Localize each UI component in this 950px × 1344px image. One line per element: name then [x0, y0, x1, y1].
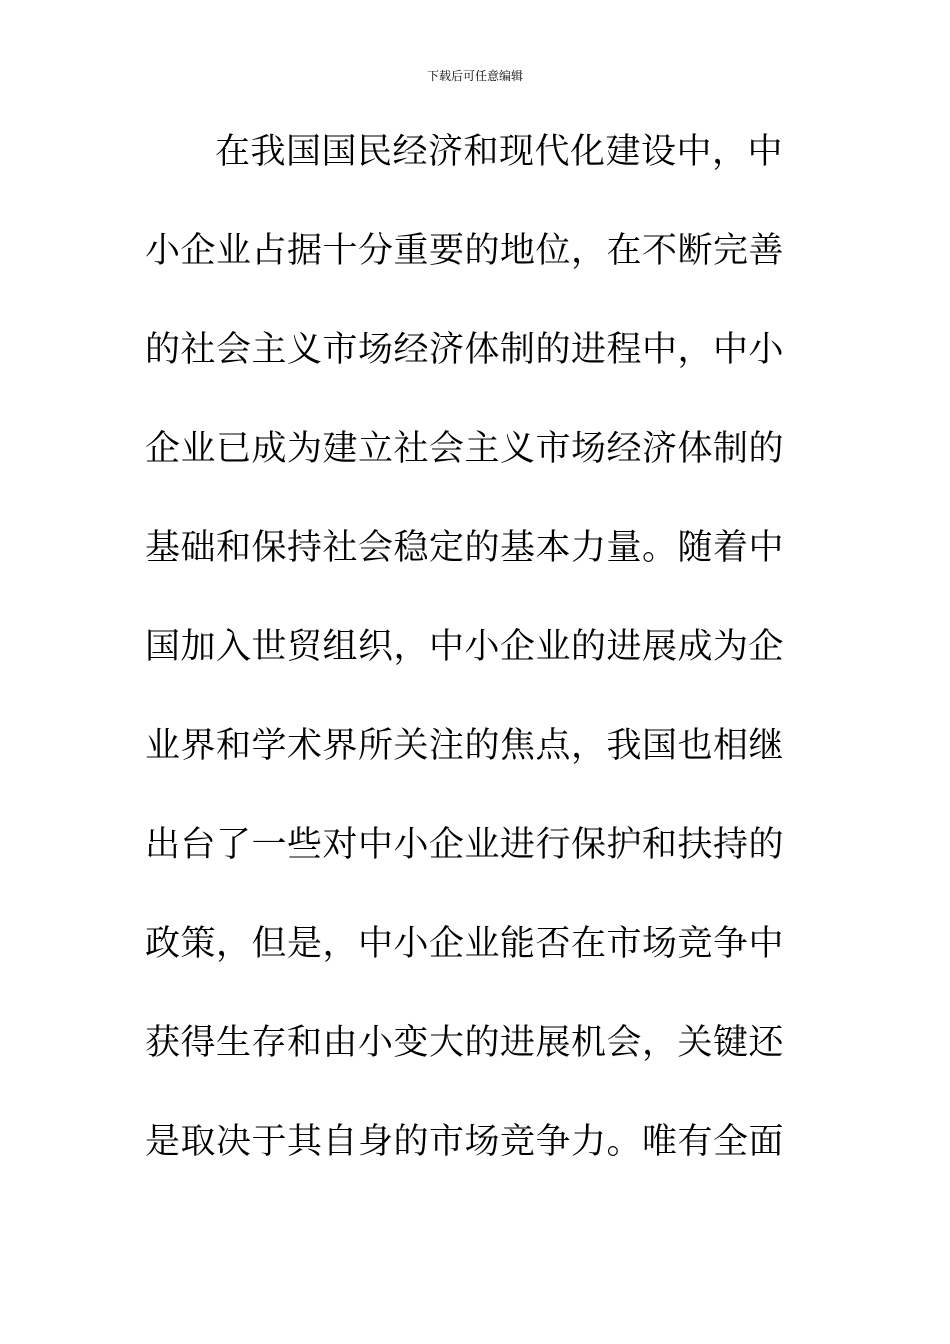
paragraph-line-9: 政策，但是，中小企业能否在市场竞争中	[145, 924, 785, 964]
paragraph-line-10: 获得生存和由小变大的进展机会，关键还	[145, 1023, 785, 1063]
paragraph-line-2: 小企业占据十分重要的地位，在不断完善	[145, 231, 785, 271]
paragraph-line-5: 基础和保持社会稳定的基本力量。随着中	[145, 528, 785, 568]
body-paragraph	[145, 128, 785, 1217]
paragraph-line-3: 的社会主义市场经济体制的进程中，中小	[145, 330, 785, 370]
paragraph-line-11: 是取决于其自身的市场竞争力。唯有全面	[145, 1122, 785, 1162]
paragraph-line-7: 业界和学术界所关注的焦点，我国也相继	[145, 726, 785, 766]
paragraph-line-6: 国加入世贸组织，中小企业的进展成为企	[145, 627, 785, 667]
paragraph-line-4: 企业已成为建立社会主义市场经济体制的	[145, 429, 785, 469]
header-note: 下载后可任意编辑	[426, 69, 523, 83]
paragraph-line-8: 出台了一些对中小企业进行保护和扶持的	[145, 825, 785, 865]
paragraph-line-1: 在我国国民经济和现代化建设中，中	[215, 132, 784, 172]
